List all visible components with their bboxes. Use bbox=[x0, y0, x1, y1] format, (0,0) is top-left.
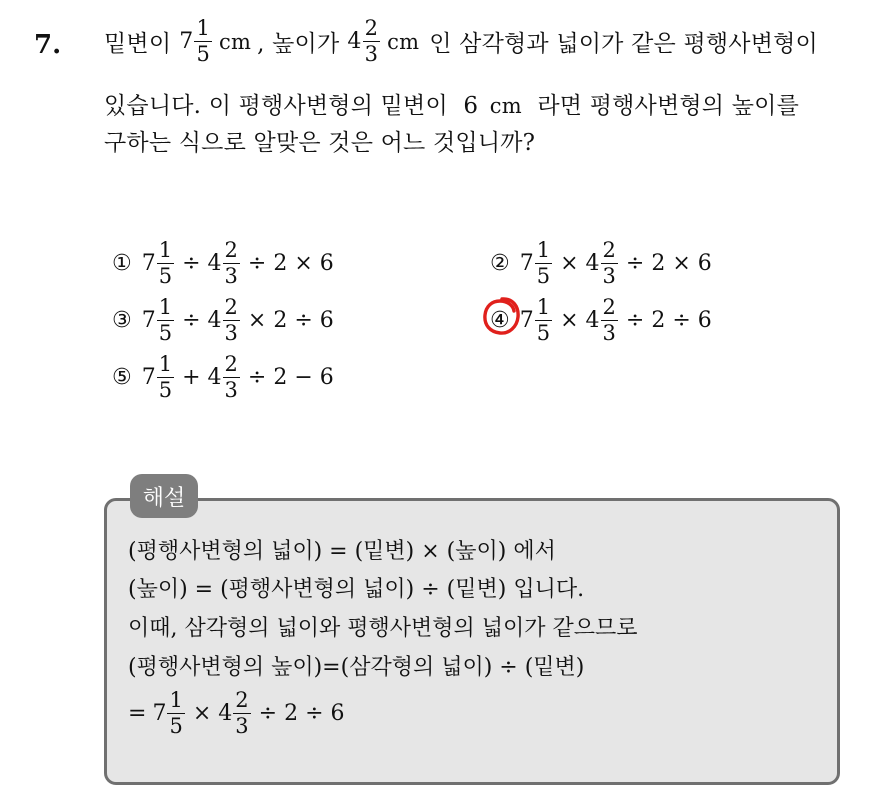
denominator: 5 bbox=[169, 714, 183, 738]
solution-fraction bbox=[233, 690, 250, 737]
solution-line-4: (평행사변형의 높이)=(삼각형의 넓이) ÷ (밑변) bbox=[128, 655, 585, 680]
height-numerator: 2 bbox=[364, 16, 379, 40]
option-fraction bbox=[223, 294, 240, 345]
equals-sign: = bbox=[128, 701, 147, 726]
solution-value: 2 bbox=[284, 701, 299, 726]
solution-value: 6 bbox=[330, 701, 345, 726]
option-whole: 7 bbox=[519, 250, 534, 276]
question-text: 있습니다. 이 평행사변형의 밑변이 bbox=[104, 93, 448, 119]
option-value: 6 bbox=[697, 307, 712, 333]
operator: ÷ bbox=[305, 701, 324, 726]
denominator: 5 bbox=[158, 263, 173, 288]
option-5[interactable] bbox=[112, 350, 334, 404]
numerator: 1 bbox=[158, 237, 173, 262]
option-fraction bbox=[157, 294, 174, 345]
option-whole: 7 bbox=[141, 307, 156, 333]
denominator: 5 bbox=[536, 263, 551, 288]
operator: ÷ bbox=[258, 701, 278, 726]
numerator: 1 bbox=[169, 688, 183, 712]
operator: ÷ bbox=[672, 307, 691, 333]
numerator: 2 bbox=[224, 351, 238, 376]
operator: × bbox=[247, 307, 267, 333]
option-number: ⑤ bbox=[112, 364, 132, 390]
option-2[interactable] bbox=[490, 236, 712, 290]
operator: + bbox=[182, 364, 201, 390]
numerator: 2 bbox=[224, 294, 238, 319]
denominator: 3 bbox=[224, 263, 238, 288]
option-whole: 4 bbox=[207, 307, 222, 333]
option-whole: 4 bbox=[585, 250, 600, 276]
option-value: 2 bbox=[651, 250, 666, 276]
option-fraction bbox=[535, 237, 552, 288]
height-whole: 4 bbox=[347, 29, 362, 54]
solution-whole: 4 bbox=[218, 701, 233, 726]
solution-line-2: (높이) = (평행사변형의 넓이) ÷ (밑변) 입니다. bbox=[128, 577, 585, 602]
answer-circle-mark bbox=[480, 295, 522, 337]
denominator: 5 bbox=[158, 320, 173, 345]
option-fraction bbox=[157, 351, 174, 402]
operator: ÷ bbox=[182, 250, 201, 276]
operator: × bbox=[192, 701, 212, 726]
option-fraction bbox=[157, 237, 174, 288]
question-text: , 높이가 bbox=[257, 31, 340, 57]
unit-cm: cm bbox=[387, 29, 420, 54]
option-4[interactable] bbox=[490, 293, 712, 347]
operator: ÷ bbox=[247, 364, 267, 390]
unit-cm: cm bbox=[489, 94, 522, 118]
operator: × bbox=[560, 307, 579, 333]
option-whole: 7 bbox=[141, 250, 156, 276]
question-number: 7. bbox=[34, 30, 62, 60]
denominator: 5 bbox=[158, 377, 173, 402]
height-fraction bbox=[363, 18, 381, 65]
numerator: 2 bbox=[235, 688, 249, 712]
option-fraction bbox=[601, 294, 618, 345]
option-value: 6 bbox=[697, 250, 712, 276]
option-whole: 7 bbox=[141, 364, 156, 390]
option-whole: 4 bbox=[207, 250, 222, 276]
operator: ÷ bbox=[247, 250, 267, 276]
option-fraction bbox=[535, 294, 552, 345]
numerator: 1 bbox=[158, 294, 173, 319]
option-whole: 4 bbox=[207, 364, 222, 390]
height-denominator: 3 bbox=[364, 42, 379, 66]
option-number: ② bbox=[490, 250, 510, 276]
operator: × bbox=[672, 250, 691, 276]
question-text: 인 삼각형과 넓이가 같은 평행사변형이 bbox=[429, 31, 818, 57]
solution-whole: 7 bbox=[152, 701, 167, 726]
denominator: 3 bbox=[602, 263, 616, 288]
base-fraction bbox=[194, 18, 212, 65]
numerator: 1 bbox=[536, 294, 551, 319]
numerator: 2 bbox=[602, 237, 616, 262]
solution-fraction bbox=[167, 690, 184, 737]
question-text: 밑변이 bbox=[104, 31, 172, 57]
option-value: 6 bbox=[319, 364, 334, 390]
option-fraction bbox=[223, 351, 240, 402]
numerator: 2 bbox=[224, 237, 238, 262]
option-1[interactable] bbox=[112, 236, 334, 290]
operator: ÷ bbox=[625, 307, 645, 333]
question-line-2 bbox=[104, 87, 799, 120]
denominator: 3 bbox=[224, 377, 238, 402]
option-fraction bbox=[601, 237, 618, 288]
operator: ÷ bbox=[625, 250, 645, 276]
numerator: 2 bbox=[602, 294, 616, 319]
solution-line-5 bbox=[128, 690, 345, 737]
unit-cm: cm bbox=[219, 29, 252, 54]
option-number: ④ bbox=[490, 307, 510, 333]
option-value: 2 bbox=[273, 250, 288, 276]
solution-tag: 해설 bbox=[130, 474, 198, 518]
operator: − bbox=[294, 364, 313, 390]
numerator: 1 bbox=[158, 351, 173, 376]
base-value: 6 bbox=[463, 93, 479, 119]
operator: ÷ bbox=[182, 307, 201, 333]
option-value: 6 bbox=[319, 250, 334, 276]
question-text: 라면 평행사변형의 높이를 bbox=[537, 93, 799, 119]
denominator: 3 bbox=[235, 714, 249, 738]
numerator: 1 bbox=[536, 237, 551, 262]
solution-line-3: 이때, 삼각형의 넓이와 평행사변형의 넓이가 같으므로 bbox=[128, 616, 638, 641]
operator: × bbox=[560, 250, 579, 276]
base-whole: 7 bbox=[179, 29, 194, 54]
solution-line-1: (평행사변형의 넓이) = (밑변) × (높이) 에서 bbox=[128, 539, 556, 564]
denominator: 5 bbox=[536, 320, 551, 345]
option-value: 6 bbox=[319, 307, 334, 333]
denominator: 3 bbox=[224, 320, 238, 345]
operator: × bbox=[294, 250, 313, 276]
option-whole: 4 bbox=[585, 307, 600, 333]
option-value: 2 bbox=[651, 307, 666, 333]
operator: ÷ bbox=[294, 307, 313, 333]
denominator: 3 bbox=[602, 320, 616, 345]
question-line-3: 구하는 식으로 알맞은 것은 어느 것입니까? bbox=[104, 130, 536, 156]
option-3[interactable] bbox=[112, 293, 334, 347]
option-value: 2 bbox=[273, 364, 288, 390]
option-whole: 7 bbox=[519, 307, 534, 333]
question-line-1 bbox=[104, 18, 818, 65]
option-number: ① bbox=[112, 250, 132, 276]
option-number: ③ bbox=[112, 307, 132, 333]
base-denominator: 5 bbox=[196, 42, 211, 66]
base-numerator: 1 bbox=[196, 16, 211, 40]
option-value: 2 bbox=[273, 307, 288, 333]
option-fraction bbox=[223, 237, 240, 288]
